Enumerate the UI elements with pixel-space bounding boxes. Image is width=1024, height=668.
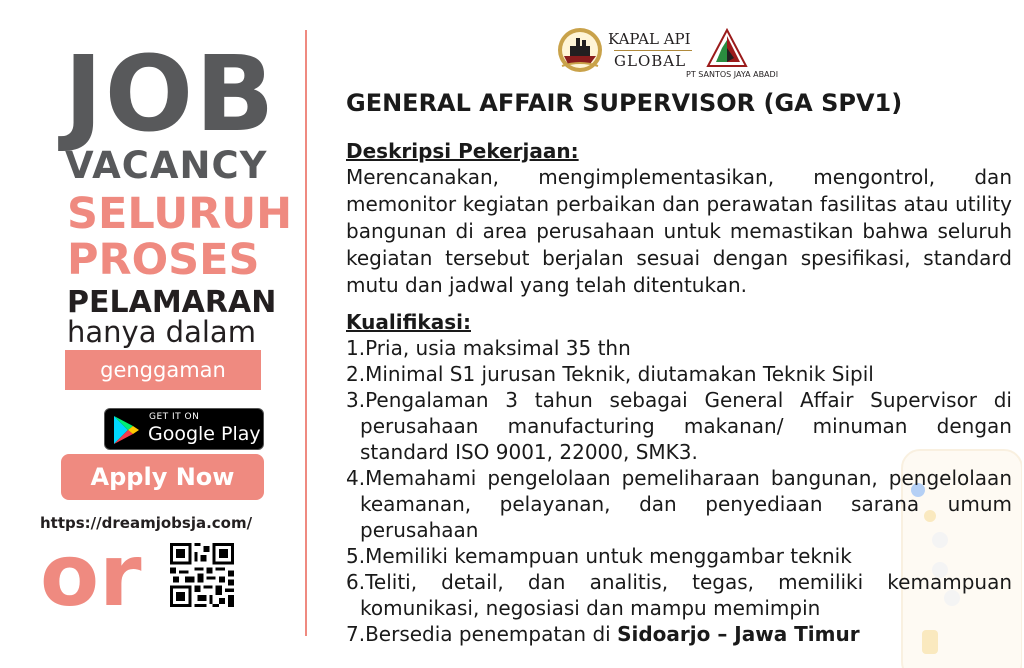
global-text: GLOBAL bbox=[614, 50, 692, 70]
list-item: 4.Memahami pengelolaan pemeliharaan bangunan, pengelolaan keamanan, pelayanan, dan penyediaan sarana umum perusahaan bbox=[346, 466, 1012, 542]
description-heading: Deskripsi Pekerjaan: bbox=[346, 139, 579, 163]
proses-text: PROSES bbox=[67, 235, 260, 285]
left-panel bbox=[0, 0, 300, 668]
list-item: 1.Pria, usia maksimal 35 thn bbox=[346, 336, 631, 360]
list-item: 5.Memiliki kemampuan untuk menggambar teknik bbox=[346, 544, 852, 568]
google-play-small-text: GET IT ON bbox=[149, 412, 200, 422]
list-item: 6.Teliti, detail, dan analitis, tegas, memiliki kemampuan komunikasi, negosiasi dan mampu memimpin bbox=[346, 570, 1012, 620]
list-item bbox=[346, 621, 1012, 647]
google-play-label: Google Play bbox=[148, 423, 261, 445]
placement-prefix: 7.Bersedia penempatan di bbox=[346, 622, 618, 646]
list-item: 3.Pengalaman 3 tahun sebagai General Affair Supervisor di perusahaan manufacturing makanan/ minuman dengan standard ISO 9001, 22000, SMK3. bbox=[346, 388, 1012, 464]
apply-now-button[interactable]: Apply Now bbox=[61, 454, 264, 500]
genggaman-badge: genggaman bbox=[65, 350, 261, 390]
santos-text: PT SANTOS JAYA ABADI bbox=[686, 70, 779, 79]
job-title: GENERAL AFFAIR SUPERVISOR (GA SPV1) bbox=[346, 89, 903, 117]
website-link[interactable]: https://dreamjobsja.com/ bbox=[40, 514, 253, 532]
ship-emblem-icon bbox=[556, 26, 604, 74]
kapal-api-logo bbox=[556, 26, 692, 74]
kapal-api-text: KAPAL API bbox=[608, 30, 691, 48]
seluruh-text: SELURUH bbox=[67, 189, 293, 239]
vertical-divider bbox=[305, 30, 307, 636]
qr-code-icon bbox=[170, 543, 234, 607]
qualification-list bbox=[346, 335, 1012, 647]
google-play-badge[interactable] bbox=[104, 408, 264, 450]
or-text: or bbox=[40, 526, 142, 626]
santos-mark-icon bbox=[706, 28, 748, 68]
vacancy-heading: VACANCY bbox=[65, 144, 268, 187]
hanya-dalam-text: hanya dalam bbox=[67, 315, 256, 349]
job-content bbox=[346, 138, 1012, 647]
list-item: 2.Minimal S1 jurusan Teknik, diutamakan Teknik Sipil bbox=[346, 362, 874, 386]
description-text: Merencanakan, mengimplementasikan, mengontrol, dan memonitor kegiatan perbaikan dan perawatan fasilitas atau utility bangunan di area perusahaan untuk memastikan bahwa seluruh kegiatan tersebut berjalan sesuai dengan spesifikasi, standard mutu dan jadwal yang telah ditentukan. bbox=[346, 165, 1012, 297]
placement-location: Sidoarjo – Jawa Timur bbox=[617, 622, 860, 646]
qualification-heading: Kualifikasi: bbox=[346, 310, 471, 334]
santos-jaya-abadi-logo bbox=[686, 28, 779, 84]
google-play-icon bbox=[112, 415, 140, 445]
pelamaran-text: PELAMARAN bbox=[67, 285, 277, 320]
job-heading: JOB bbox=[64, 33, 277, 155]
